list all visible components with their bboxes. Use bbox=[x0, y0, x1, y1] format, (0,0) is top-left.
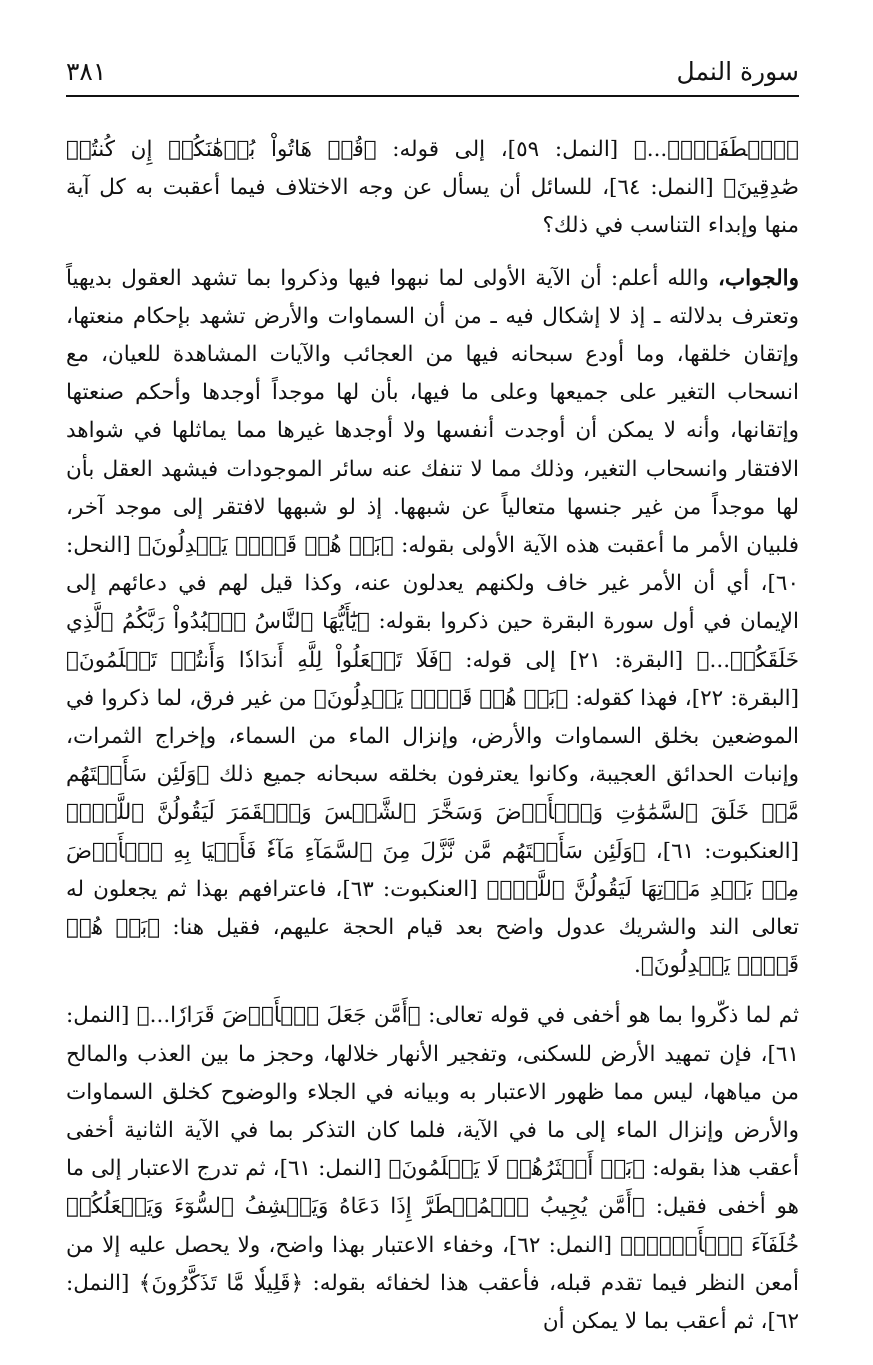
answer-lead-word: والجواب، bbox=[717, 265, 799, 291]
paragraph-text: والله أعلم: أن الآية الأولى لما نبهوا فيها وذكروا بما تشهد العقول بديهياً وتعترف بدلالته ـ إذ لا إشكال فيه ـ من أن السماوات والأرض تشهد بإحكام منعتها، وإتقان خلقها، وما أودع سبحانه فيها من العجائب والآيات المشاهدة للعيان، مع انسحاب التغير على جميعها وعلى ما فيها، بأن لها موجداً أوجدها وأحكم صنعتها وإتقانها، وأنه لا يمكن أن أوجدت أنفسها ولا أوجدها غيرها مما يماثلها في شواهد الافتقار وانسحاب التغير، وذلك مما لا تنفك عنه سائر الموجودات فيشهد العقل بأن لها موجداً من غير جنسها متعالياً عن شبهها. إذ لو شبهها لافتقر إلى موجد آخر، فلبيان الأمر ما أعقبت هذه الآية الأولى بقوله: ﴿بَلۡ هُمۡ قَوۡمٞ يَعۡدِلُونَ﴾ [النحل: ٦٠]، أي أن الأمر غير خاف ولكنهم يعدلون عنه، وكذا قيل لهم في دعائهم إلى الإيمان في أول سورة البقرة حين ذكروا بقوله: ﴿يَٰٓأَيُّهَا ٱلنَّاسُ ٱعۡبُدُواْ رَبَّكُمُ ٱلَّذِي خَلَقَكُمۡ...﴾ [البقرة: ٢١] إلى قوله: ﴿فَلَا تَجۡعَلُواْ لِلَّهِ أَندَادٗا وَأَنتُمۡ تَعۡلَمُونَ﴾ [البقرة: ٢٢]، فهذا كقوله: ﴿بَلۡ هُمۡ قَوۡمٞ يَعۡدِلُونَ﴾ من غير فرق، لما ذكروا في الموضعين بخلق السماوات والأرض، وإنزال الماء من السماء، وإخراج الثمرات، وإنبات الحدائق العجيبة، وكانوا يعترفون بخلقه سبحانه جميع ذلك ﴿وَلَئِن سَأَلۡتَهُم مَّنۡ خَلَقَ ٱلسَّمَٰوَٰتِ وَٱلۡأَرۡضَ وَسَخَّرَ ٱلشَّمۡسَ وَٱلۡقَمَرَ لَيَقُولُنَّ ٱللَّهُۖ﴾ [العنكبوت: ٦١]، ﴿وَلَئِن سَأَلۡتَهُم مَّن نَّزَّلَ مِنَ ٱلسَّمَآءِ مَآءٗ فَأَحۡيَا بِهِ ٱلۡأَرۡضَ مِنۢ بَعۡدِ مَوۡتِهَا لَيَقُولُنَّ ٱللَّهُۚ﴾ [العنكبوت: ٦٣]، فاعترافهم بهذا ثم يجعلون له تعالى الند والشريك عدول واضح بعد قيام الحجة عليهم، فقيل هنا: ﴿بَلۡ هُمۡ قَوۡمٞ يَعۡدِلُونَ﴾. bbox=[66, 265, 800, 979]
paragraph-text: ﴿ٱصۡطَفَىٰٓۗ...﴾ [النمل: ٥٩]، إلى قوله: ﴿قُلۡ هَاتُواْ بُرۡهَٰنَكُمۡ إِن كُنتُمۡ صَٰدِقِينَ﴾ [النمل: ٦٤]، للسائل أن يسأل عن وجه الاختلاف فيما أعقبت به كل آية منها وإبداء التناسب في ذلك؟ bbox=[66, 137, 800, 239]
page-number: ٣٨١ bbox=[66, 57, 107, 86]
paragraph-continuation bbox=[66, 997, 799, 1341]
surah-title: سورة النمل bbox=[676, 57, 799, 86]
page-header bbox=[66, 52, 799, 94]
paragraph-question bbox=[66, 131, 799, 246]
header-rule bbox=[66, 95, 799, 97]
paragraph-text: ثم لما ذكّروا بما هو أخفى في قوله تعالى: ﴿أَمَّن جَعَلَ ٱلۡأَرۡضَ قَرَارٗا...﴾ [النمل: ٦١]، فإن تمهيد الأرض للسكنى، وتفجير الأنهار خلالها، وحجز ما بين العذب والمالح من مياهها، ليس مما ظهور الاعتبار به وبيانه في الجلاء والوضوح كخلق السماوات والأرض وإنزال الماء إلى ما في الآية، فلما كان التذكر بما في الآية الثانية أخفى أعقب هذا بقوله: ﴿بَلۡ أَكۡثَرُهُمۡ لَا يَعۡلَمُونَ﴾ [النمل: ٦١]، ثم تدرج الاعتبار إلى ما هو أخفى فقيل: ﴿أَمَّن يُجِيبُ ٱلۡمُضۡطَرَّ إِذَا دَعَاهُ وَيَكۡشِفُ ٱلسُّوٓءَ وَيَجۡعَلُكُمۡ خُلَفَآءَ ٱلۡأَرۡضِۗ﴾ [النمل: ٦٢]، وخفاء الاعتبار بهذا واضح، ولا يحصل عليه إلا من أمعن النظر فيما تقدم قبله، فأعقب هذا لخفائه بقوله: ﴿قَلِيلٗا مَّا تَذَكَّرُونَ﴾ [النمل: ٦٢]، ثم أعقب بما لا يمكن أن bbox=[66, 1003, 799, 1335]
page-body bbox=[66, 131, 799, 1341]
paragraph-answer bbox=[66, 260, 799, 986]
